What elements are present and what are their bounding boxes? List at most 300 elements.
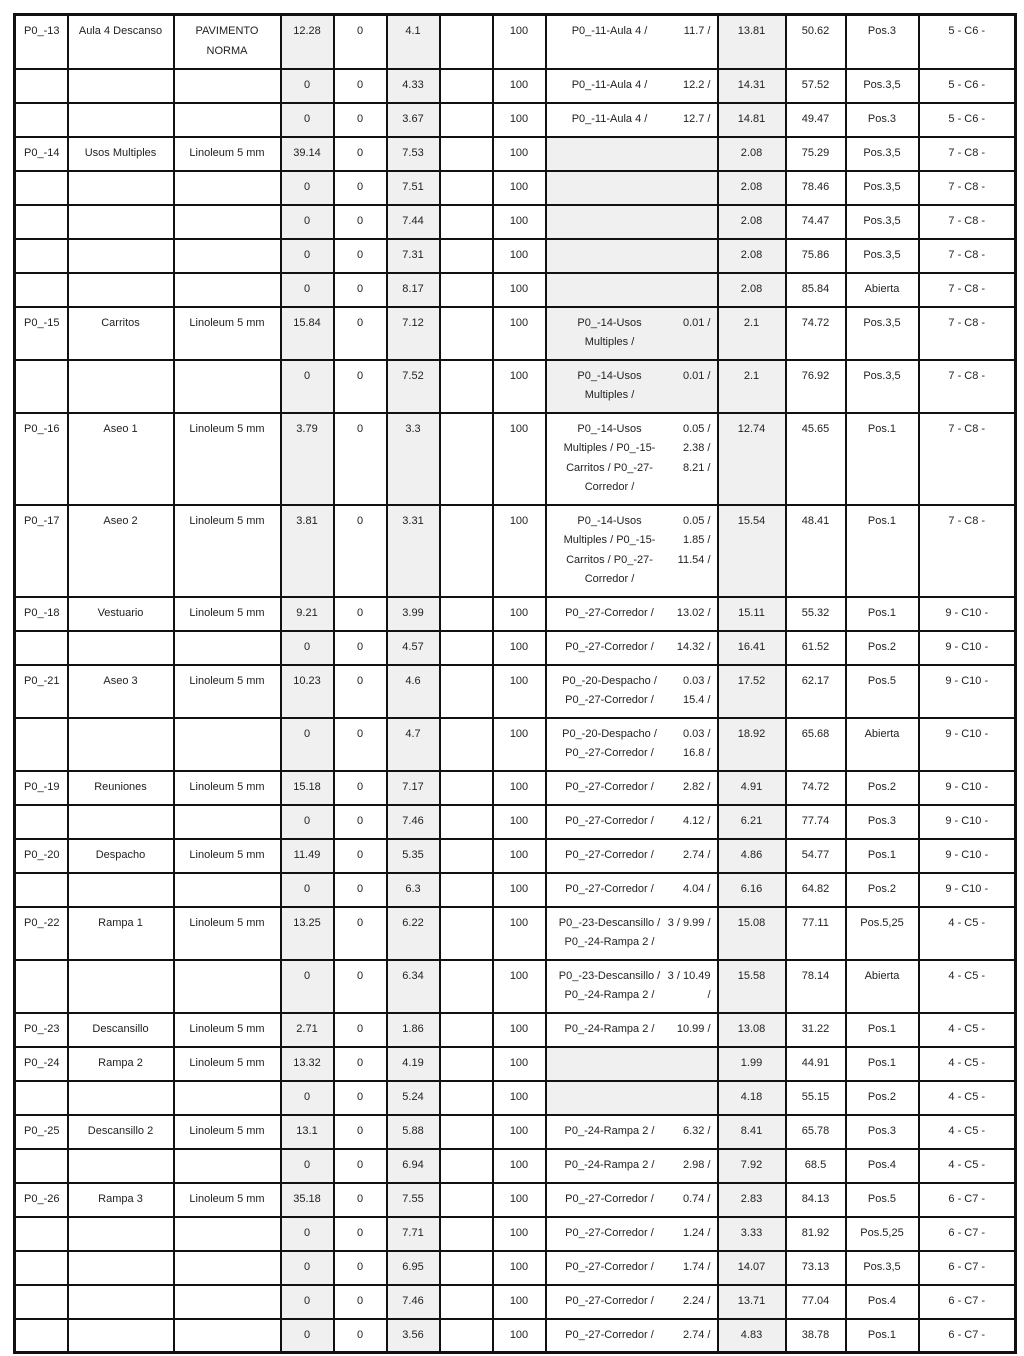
table-row (15, 1081, 1016, 1115)
value-col-11-cell: 78.14 (786, 960, 846, 1013)
area-cell: 0 (281, 69, 334, 103)
table-row (15, 1149, 1016, 1183)
value-col-6-cell (440, 960, 493, 1013)
value-col-7-cell: 100 (493, 360, 546, 413)
adjacent-distance-text: 6.32 / (682, 1124, 711, 1137)
adjacent-room-cell (546, 1217, 718, 1251)
adjacent-room-cell (546, 1081, 718, 1115)
adjacent-room-text: P0_-27-Corredor / (565, 848, 654, 861)
reference-cell: 9 - C10 - (919, 631, 1016, 665)
value-col-10-cell: 4.18 (718, 1081, 786, 1115)
adjacent-room-text: P0_-27-Corredor / (565, 606, 654, 619)
adjacent-room-text: P0_-23-Descansillo / P0_-24-Rampa 2 / (558, 916, 661, 948)
value-col-11-cell: 77.74 (786, 805, 846, 839)
table-row (15, 1115, 1016, 1149)
reference-cell: 6 - C7 - (919, 1217, 1016, 1251)
room-name-cell: Descansillo (68, 1013, 174, 1047)
value-col-10-cell: 12.74 (718, 413, 786, 505)
floor-type-cell: Linoleum 5 mm (174, 1013, 281, 1047)
reference-cell: 4 - C5 - (919, 1149, 1016, 1183)
table-row (15, 665, 1016, 718)
value-col-11-cell: 38.78 (786, 1319, 846, 1353)
value-col-11-cell: 74.72 (786, 771, 846, 805)
value-col-6-cell (440, 1285, 493, 1319)
area-cell: 0 (281, 239, 334, 273)
reference-cell: 9 - C10 - (919, 839, 1016, 873)
position-cell: Pos.1 (846, 597, 919, 631)
position-cell: Pos.1 (846, 505, 919, 597)
floor-type-cell: Linoleum 5 mm (174, 413, 281, 505)
adjacent-room-cell (546, 597, 718, 631)
value-col-7-cell: 100 (493, 103, 546, 137)
adjacent-distance-text: 13.02 / (676, 606, 711, 619)
area-cell: 15.84 (281, 307, 334, 360)
floor-type-cell (174, 1319, 281, 1353)
area-cell: 0 (281, 1081, 334, 1115)
room-name-cell (68, 273, 174, 307)
reference-cell: 9 - C10 - (919, 771, 1016, 805)
value-col-11-cell: 48.41 (786, 505, 846, 597)
value-col-11-cell: 84.13 (786, 1183, 846, 1217)
adjacent-room-text: P0_-14-Usos Multiples / (577, 316, 642, 348)
area-cell: 15.18 (281, 771, 334, 805)
floor-type-cell (174, 205, 281, 239)
value-col-10-cell: 8.41 (718, 1115, 786, 1149)
area-cell: 10.23 (281, 665, 334, 718)
value-col-6-cell (440, 171, 493, 205)
position-cell: Pos.1 (846, 1047, 919, 1081)
value-col-6-cell (440, 665, 493, 718)
value-col-11-cell: 31.22 (786, 1013, 846, 1047)
reference-cell: 5 - C6 - (919, 69, 1016, 103)
value-col-4-cell: 0 (334, 665, 387, 718)
table-row (15, 1047, 1016, 1081)
adjacent-room-cell (546, 15, 718, 69)
table-row (15, 1251, 1016, 1285)
table-row (15, 597, 1016, 631)
adjacent-room-cell (546, 1183, 718, 1217)
row-code-cell (15, 205, 68, 239)
room-name-cell: Rampa 1 (68, 907, 174, 960)
adjacent-room-text: P0_-23-Descansillo / P0_-24-Rampa 2 / (558, 969, 661, 1001)
value-col-11-cell: 61.52 (786, 631, 846, 665)
floor-type-cell (174, 239, 281, 273)
row-code-cell: P0_-26 (15, 1183, 68, 1217)
floor-type-cell (174, 171, 281, 205)
value-col-5-cell: 5.24 (387, 1081, 440, 1115)
room-name-cell (68, 171, 174, 205)
area-cell: 0 (281, 1251, 334, 1285)
value-col-6-cell (440, 1183, 493, 1217)
position-cell: Pos.4 (846, 1149, 919, 1183)
value-col-5-cell: 1.86 (387, 1013, 440, 1047)
value-col-4-cell: 0 (334, 873, 387, 907)
position-cell: Abierta (846, 960, 919, 1013)
row-code-cell (15, 1251, 68, 1285)
value-col-6-cell (440, 907, 493, 960)
reference-cell: 9 - C10 - (919, 597, 1016, 631)
floor-type-cell (174, 1149, 281, 1183)
value-col-11-cell: 62.17 (786, 665, 846, 718)
adjacent-room-text: P0_-27-Corredor / (565, 1260, 654, 1273)
floor-type-cell (174, 360, 281, 413)
value-col-5-cell: 5.88 (387, 1115, 440, 1149)
adjacent-room-cell (546, 171, 718, 205)
area-cell: 0 (281, 1319, 334, 1353)
value-col-6-cell (440, 137, 493, 171)
value-col-4-cell: 0 (334, 205, 387, 239)
value-col-10-cell: 18.92 (718, 718, 786, 771)
value-col-6-cell (440, 1081, 493, 1115)
position-cell: Pos.3 (846, 805, 919, 839)
value-col-10-cell: 13.71 (718, 1285, 786, 1319)
adjacent-room-text: P0_-27-Corredor / (565, 1328, 654, 1341)
table-row (15, 69, 1016, 103)
value-col-10-cell: 13.81 (718, 15, 786, 69)
value-col-7-cell: 100 (493, 665, 546, 718)
adjacent-room-cell (546, 631, 718, 665)
value-col-4-cell: 0 (334, 1013, 387, 1047)
table-row (15, 805, 1016, 839)
adjacent-room-cell (546, 873, 718, 907)
value-col-4-cell: 0 (334, 771, 387, 805)
room-name-cell: Vestuario (68, 597, 174, 631)
row-code-cell (15, 1319, 68, 1353)
value-col-10-cell: 14.31 (718, 69, 786, 103)
area-cell: 13.25 (281, 907, 334, 960)
floor-type-cell (174, 1081, 281, 1115)
reference-cell: 7 - C8 - (919, 205, 1016, 239)
table-row (15, 1285, 1016, 1319)
adjacent-room-text: P0_-14-Usos Multiples / (577, 369, 642, 401)
reference-cell: 7 - C8 - (919, 307, 1016, 360)
area-cell: 35.18 (281, 1183, 334, 1217)
value-col-10-cell: 17.52 (718, 665, 786, 718)
value-col-4-cell: 0 (334, 1149, 387, 1183)
room-name-cell: Rampa 3 (68, 1183, 174, 1217)
adjacent-distance-text: 0.03 / 15.4 / (682, 674, 711, 706)
value-col-6-cell (440, 239, 493, 273)
floor-type-cell (174, 631, 281, 665)
value-col-11-cell: 75.29 (786, 137, 846, 171)
floor-type-cell (174, 273, 281, 307)
value-col-11-cell: 73.13 (786, 1251, 846, 1285)
adjacent-room-cell (546, 413, 718, 505)
reference-cell: 7 - C8 - (919, 137, 1016, 171)
reference-cell: 9 - C10 - (919, 718, 1016, 771)
value-col-5-cell: 4.57 (387, 631, 440, 665)
value-col-6-cell (440, 307, 493, 360)
adjacent-distance-text: 12.7 / (682, 112, 711, 125)
value-col-4-cell: 0 (334, 1183, 387, 1217)
room-name-cell: Aula 4 Descanso (68, 15, 174, 69)
reference-cell: 4 - C5 - (919, 907, 1016, 960)
value-col-5-cell: 7.46 (387, 805, 440, 839)
row-code-cell (15, 1217, 68, 1251)
value-col-4-cell: 0 (334, 137, 387, 171)
value-col-4-cell: 0 (334, 718, 387, 771)
value-col-4-cell: 0 (334, 960, 387, 1013)
floor-type-cell (174, 960, 281, 1013)
value-col-10-cell: 4.83 (718, 1319, 786, 1353)
adjacent-room-text: P0_-27-Corredor / (565, 814, 654, 827)
value-col-4-cell: 0 (334, 597, 387, 631)
value-col-7-cell: 100 (493, 171, 546, 205)
table-row (15, 15, 1016, 69)
room-name-cell (68, 873, 174, 907)
value-col-5-cell: 7.51 (387, 171, 440, 205)
value-col-10-cell: 2.08 (718, 205, 786, 239)
value-col-7-cell: 100 (493, 907, 546, 960)
value-col-5-cell: 7.31 (387, 239, 440, 273)
value-col-11-cell: 45.65 (786, 413, 846, 505)
value-col-4-cell: 0 (334, 1319, 387, 1353)
table-row (15, 307, 1016, 360)
area-cell: 0 (281, 360, 334, 413)
value-col-10-cell: 15.58 (718, 960, 786, 1013)
value-col-4-cell: 0 (334, 839, 387, 873)
adjacent-room-text: P0_-20-Despacho / P0_-27-Corredor / (562, 727, 657, 759)
floor-type-cell (174, 103, 281, 137)
table-row (15, 907, 1016, 960)
value-col-10-cell: 13.08 (718, 1013, 786, 1047)
row-code-cell: P0_-16 (15, 413, 68, 505)
reference-cell: 9 - C10 - (919, 665, 1016, 718)
value-col-5-cell: 6.34 (387, 960, 440, 1013)
value-col-11-cell: 54.77 (786, 839, 846, 873)
value-col-11-cell: 44.91 (786, 1047, 846, 1081)
value-col-6-cell (440, 505, 493, 597)
reference-cell: 7 - C8 - (919, 413, 1016, 505)
adjacent-room-text: P0_-24-Rampa 2 / (564, 1022, 655, 1035)
adjacent-distance-text: 0.01 / (682, 369, 711, 382)
value-col-11-cell: 77.11 (786, 907, 846, 960)
value-col-11-cell: 55.32 (786, 597, 846, 631)
adjacent-room-cell (546, 718, 718, 771)
position-cell: Pos.1 (846, 1013, 919, 1047)
floor-type-cell: Linoleum 5 mm (174, 137, 281, 171)
floor-type-cell (174, 873, 281, 907)
row-code-cell (15, 103, 68, 137)
table-row (15, 505, 1016, 597)
value-col-4-cell: 0 (334, 1115, 387, 1149)
value-col-6-cell (440, 69, 493, 103)
value-col-6-cell (440, 273, 493, 307)
position-cell: Pos.2 (846, 631, 919, 665)
value-col-6-cell (440, 360, 493, 413)
adjacent-room-text: P0_-27-Corredor / (565, 1226, 654, 1239)
adjacent-distance-text: 10.99 / (676, 1022, 711, 1035)
area-cell: 0 (281, 631, 334, 665)
value-col-4-cell: 0 (334, 15, 387, 69)
area-cell: 2.71 (281, 1013, 334, 1047)
adjacent-distance-text: 12.2 / (682, 78, 711, 91)
value-col-6-cell (440, 597, 493, 631)
value-col-7-cell: 100 (493, 1149, 546, 1183)
value-col-11-cell: 78.46 (786, 171, 846, 205)
value-col-7-cell: 100 (493, 960, 546, 1013)
table-body (15, 15, 1016, 1353)
table-row (15, 239, 1016, 273)
reference-cell: 6 - C7 - (919, 1285, 1016, 1319)
value-col-5-cell: 7.52 (387, 360, 440, 413)
room-name-cell: Aseo 3 (68, 665, 174, 718)
value-col-6-cell (440, 1251, 493, 1285)
area-cell: 0 (281, 103, 334, 137)
value-col-10-cell: 7.92 (718, 1149, 786, 1183)
value-col-11-cell: 77.04 (786, 1285, 846, 1319)
reference-cell: 6 - C7 - (919, 1183, 1016, 1217)
adjacent-room-text: P0_-27-Corredor / (565, 640, 654, 653)
value-col-7-cell: 100 (493, 413, 546, 505)
position-cell: Pos.2 (846, 873, 919, 907)
row-code-cell (15, 1149, 68, 1183)
adjacent-room-cell (546, 103, 718, 137)
value-col-7-cell: 100 (493, 597, 546, 631)
floor-type-cell: Linoleum 5 mm (174, 1183, 281, 1217)
value-col-10-cell: 2.83 (718, 1183, 786, 1217)
value-col-5-cell: 6.3 (387, 873, 440, 907)
adjacent-distance-text: 1.74 / (682, 1260, 711, 1273)
area-cell: 11.49 (281, 839, 334, 873)
value-col-10-cell: 16.41 (718, 631, 786, 665)
value-col-5-cell: 3.67 (387, 103, 440, 137)
value-col-4-cell: 0 (334, 1081, 387, 1115)
adjacent-room-text: P0_-11-Aula 4 / (571, 25, 648, 37)
value-col-7-cell: 100 (493, 1285, 546, 1319)
room-name-cell (68, 960, 174, 1013)
adjacent-room-cell (546, 1251, 718, 1285)
adjacent-room-cell (546, 273, 718, 307)
area-cell: 0 (281, 1217, 334, 1251)
table-row (15, 1183, 1016, 1217)
value-col-5-cell: 6.95 (387, 1251, 440, 1285)
area-cell: 0 (281, 718, 334, 771)
table-row (15, 171, 1016, 205)
area-cell: 9.21 (281, 597, 334, 631)
adjacent-room-cell (546, 907, 718, 960)
row-code-cell: P0_-19 (15, 771, 68, 805)
value-col-4-cell: 0 (334, 1047, 387, 1081)
reference-cell: 4 - C5 - (919, 960, 1016, 1013)
floor-type-cell: Linoleum 5 mm (174, 907, 281, 960)
area-cell: 3.79 (281, 413, 334, 505)
position-cell: Pos.3,5 (846, 239, 919, 273)
adjacent-distance-text: 0.01 / (682, 316, 711, 329)
adjacent-distance-text: 2.98 / (682, 1158, 711, 1171)
room-name-cell: Aseo 2 (68, 505, 174, 597)
room-name-cell (68, 1217, 174, 1251)
value-col-7-cell: 100 (493, 805, 546, 839)
row-code-cell: P0_-21 (15, 665, 68, 718)
row-code-cell (15, 1081, 68, 1115)
adjacent-distance-text: 0.74 / (682, 1192, 711, 1205)
row-code-cell (15, 631, 68, 665)
adjacent-room-text: P0_-27-Corredor / (565, 780, 654, 793)
position-cell: Pos.3 (846, 15, 919, 69)
position-cell: Pos.3 (846, 103, 919, 137)
position-cell: Pos.2 (846, 771, 919, 805)
value-col-10-cell: 14.07 (718, 1251, 786, 1285)
row-code-cell: P0_-15 (15, 307, 68, 360)
value-col-10-cell: 2.08 (718, 137, 786, 171)
value-col-5-cell: 8.17 (387, 273, 440, 307)
value-col-7-cell: 100 (493, 839, 546, 873)
reference-cell: 6 - C7 - (919, 1319, 1016, 1353)
adjacent-distance-text: 14.32 / (676, 640, 711, 653)
value-col-4-cell: 0 (334, 239, 387, 273)
floor-type-cell: Linoleum 5 mm (174, 1047, 281, 1081)
room-name-cell: Descansillo 2 (68, 1115, 174, 1149)
position-cell: Pos.3,5 (846, 360, 919, 413)
value-col-11-cell: 74.47 (786, 205, 846, 239)
adjacent-room-text: P0_-14-Usos Multiples / P0_-15-Carritos / P0_-27-Corredor / (563, 422, 656, 493)
value-col-10-cell: 2.08 (718, 273, 786, 307)
adjacent-room-cell (546, 1319, 718, 1353)
position-cell: Pos.4 (846, 1285, 919, 1319)
reference-cell: 9 - C10 - (919, 873, 1016, 907)
value-col-7-cell: 100 (493, 1047, 546, 1081)
table-row (15, 839, 1016, 873)
table-row (15, 1319, 1016, 1353)
value-col-7-cell: 100 (493, 1115, 546, 1149)
adjacent-distance-text: 1.24 / (682, 1226, 711, 1239)
value-col-7-cell: 100 (493, 137, 546, 171)
floor-type-cell: Linoleum 5 mm (174, 505, 281, 597)
area-cell: 13.32 (281, 1047, 334, 1081)
adjacent-distance-text: 2.74 / (682, 848, 711, 861)
reference-cell: 7 - C8 - (919, 360, 1016, 413)
value-col-4-cell: 0 (334, 505, 387, 597)
table-row (15, 1013, 1016, 1047)
adjacent-room-text: P0_-11-Aula 4 / (571, 112, 648, 125)
value-col-6-cell (440, 718, 493, 771)
value-col-11-cell: 65.78 (786, 1115, 846, 1149)
position-cell: Pos.3 (846, 1115, 919, 1149)
value-col-7-cell: 100 (493, 69, 546, 103)
value-col-7-cell: 100 (493, 239, 546, 273)
floor-type-cell: PAVIMENTO NORMA (174, 15, 281, 69)
value-col-7-cell: 100 (493, 1217, 546, 1251)
value-col-10-cell: 15.08 (718, 907, 786, 960)
adjacent-room-cell (546, 1115, 718, 1149)
row-code-cell: P0_-25 (15, 1115, 68, 1149)
value-col-6-cell (440, 1319, 493, 1353)
adjacent-room-cell (546, 1149, 718, 1183)
value-col-6-cell (440, 15, 493, 69)
position-cell: Pos.3,5 (846, 1251, 919, 1285)
row-code-cell (15, 873, 68, 907)
room-name-cell: Reuniones (68, 771, 174, 805)
value-col-4-cell: 0 (334, 1285, 387, 1319)
position-cell: Pos.5,25 (846, 907, 919, 960)
area-cell: 3.81 (281, 505, 334, 597)
value-col-6-cell (440, 771, 493, 805)
row-code-cell (15, 960, 68, 1013)
adjacent-distance-text: 4.12 / (682, 814, 711, 827)
adjacent-distance-text: 4.04 / (682, 882, 711, 895)
value-col-6-cell (440, 805, 493, 839)
value-col-7-cell: 100 (493, 1251, 546, 1285)
adjacent-distance-text: 0.05 / 1.85 / 11.54 / (677, 514, 711, 566)
reference-cell: 4 - C5 - (919, 1047, 1016, 1081)
adjacent-room-cell (546, 505, 718, 597)
value-col-11-cell: 75.86 (786, 239, 846, 273)
value-col-11-cell: 81.92 (786, 1217, 846, 1251)
value-col-4-cell: 0 (334, 273, 387, 307)
value-col-6-cell (440, 205, 493, 239)
floor-type-cell (174, 718, 281, 771)
